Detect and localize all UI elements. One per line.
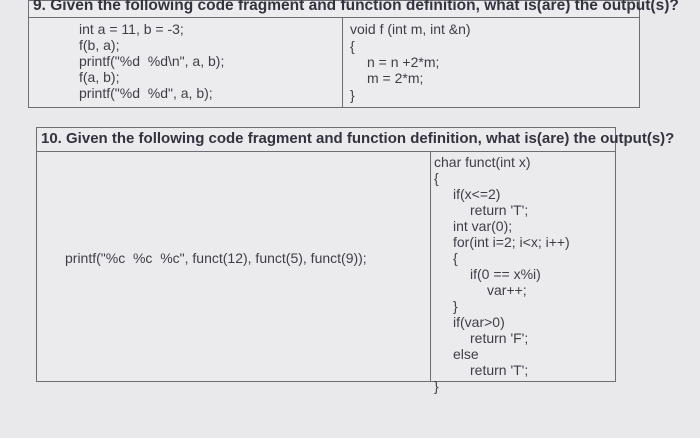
q10-code-line: printf("%c %c %c", funct(12), funct(5), funct(9)); [65,250,367,266]
q10-func-line: return 'F'; [470,330,529,346]
q9-code-line: printf("%d %d\n", a, b); [79,53,225,69]
q9-func-line: m = 2*m; [367,70,424,86]
q10-func-line: { [453,250,458,266]
q10-func-line: for(int i=2; i<x; i++) [453,234,570,250]
q9-code-line: printf("%d %d", a, b); [79,85,213,101]
q9-func-line: n = n +2*m; [367,54,440,70]
q9-func-line: { [350,38,355,54]
q9-code-line: f(a, b); [79,69,120,85]
q10-func-line: } [453,298,458,314]
q9-code-line: f(b, a); [79,37,120,53]
q10-func-line: var++; [487,282,527,298]
q9-code-line: int a = 11, b = -3; [79,21,184,37]
divider [29,17,639,18]
q10-func-line: if(var>0) [453,314,505,330]
question-10-title: 10. Given the following code fragment and function definition, what is(are) the output(s)? [41,130,675,147]
q10-func-line: char funct(int x) [434,154,531,170]
question-9-box [28,0,679,108]
q10-func-line: return 'T'; [470,202,529,218]
divider [37,151,615,152]
q10-func-line: if(0 == x%i) [470,266,541,282]
question-9-title: 9. Given the following code fragment and function definition, what is(are) the output(s)? [33,0,679,14]
q9-func-line: } [350,87,355,103]
q10-func-line: return 'T'; [470,362,529,378]
question-10-box [36,127,675,394]
q9-func-line: void f (int m, int &n) [350,21,471,37]
q10-func-line: } [434,378,439,394]
divider [342,17,343,107]
q10-func-line: else [453,346,479,362]
q10-func-line: { [434,170,439,186]
divider [430,151,431,381]
q10-func-line: int var(0); [453,218,513,234]
q10-func-line: if(x<=2) [453,186,501,202]
